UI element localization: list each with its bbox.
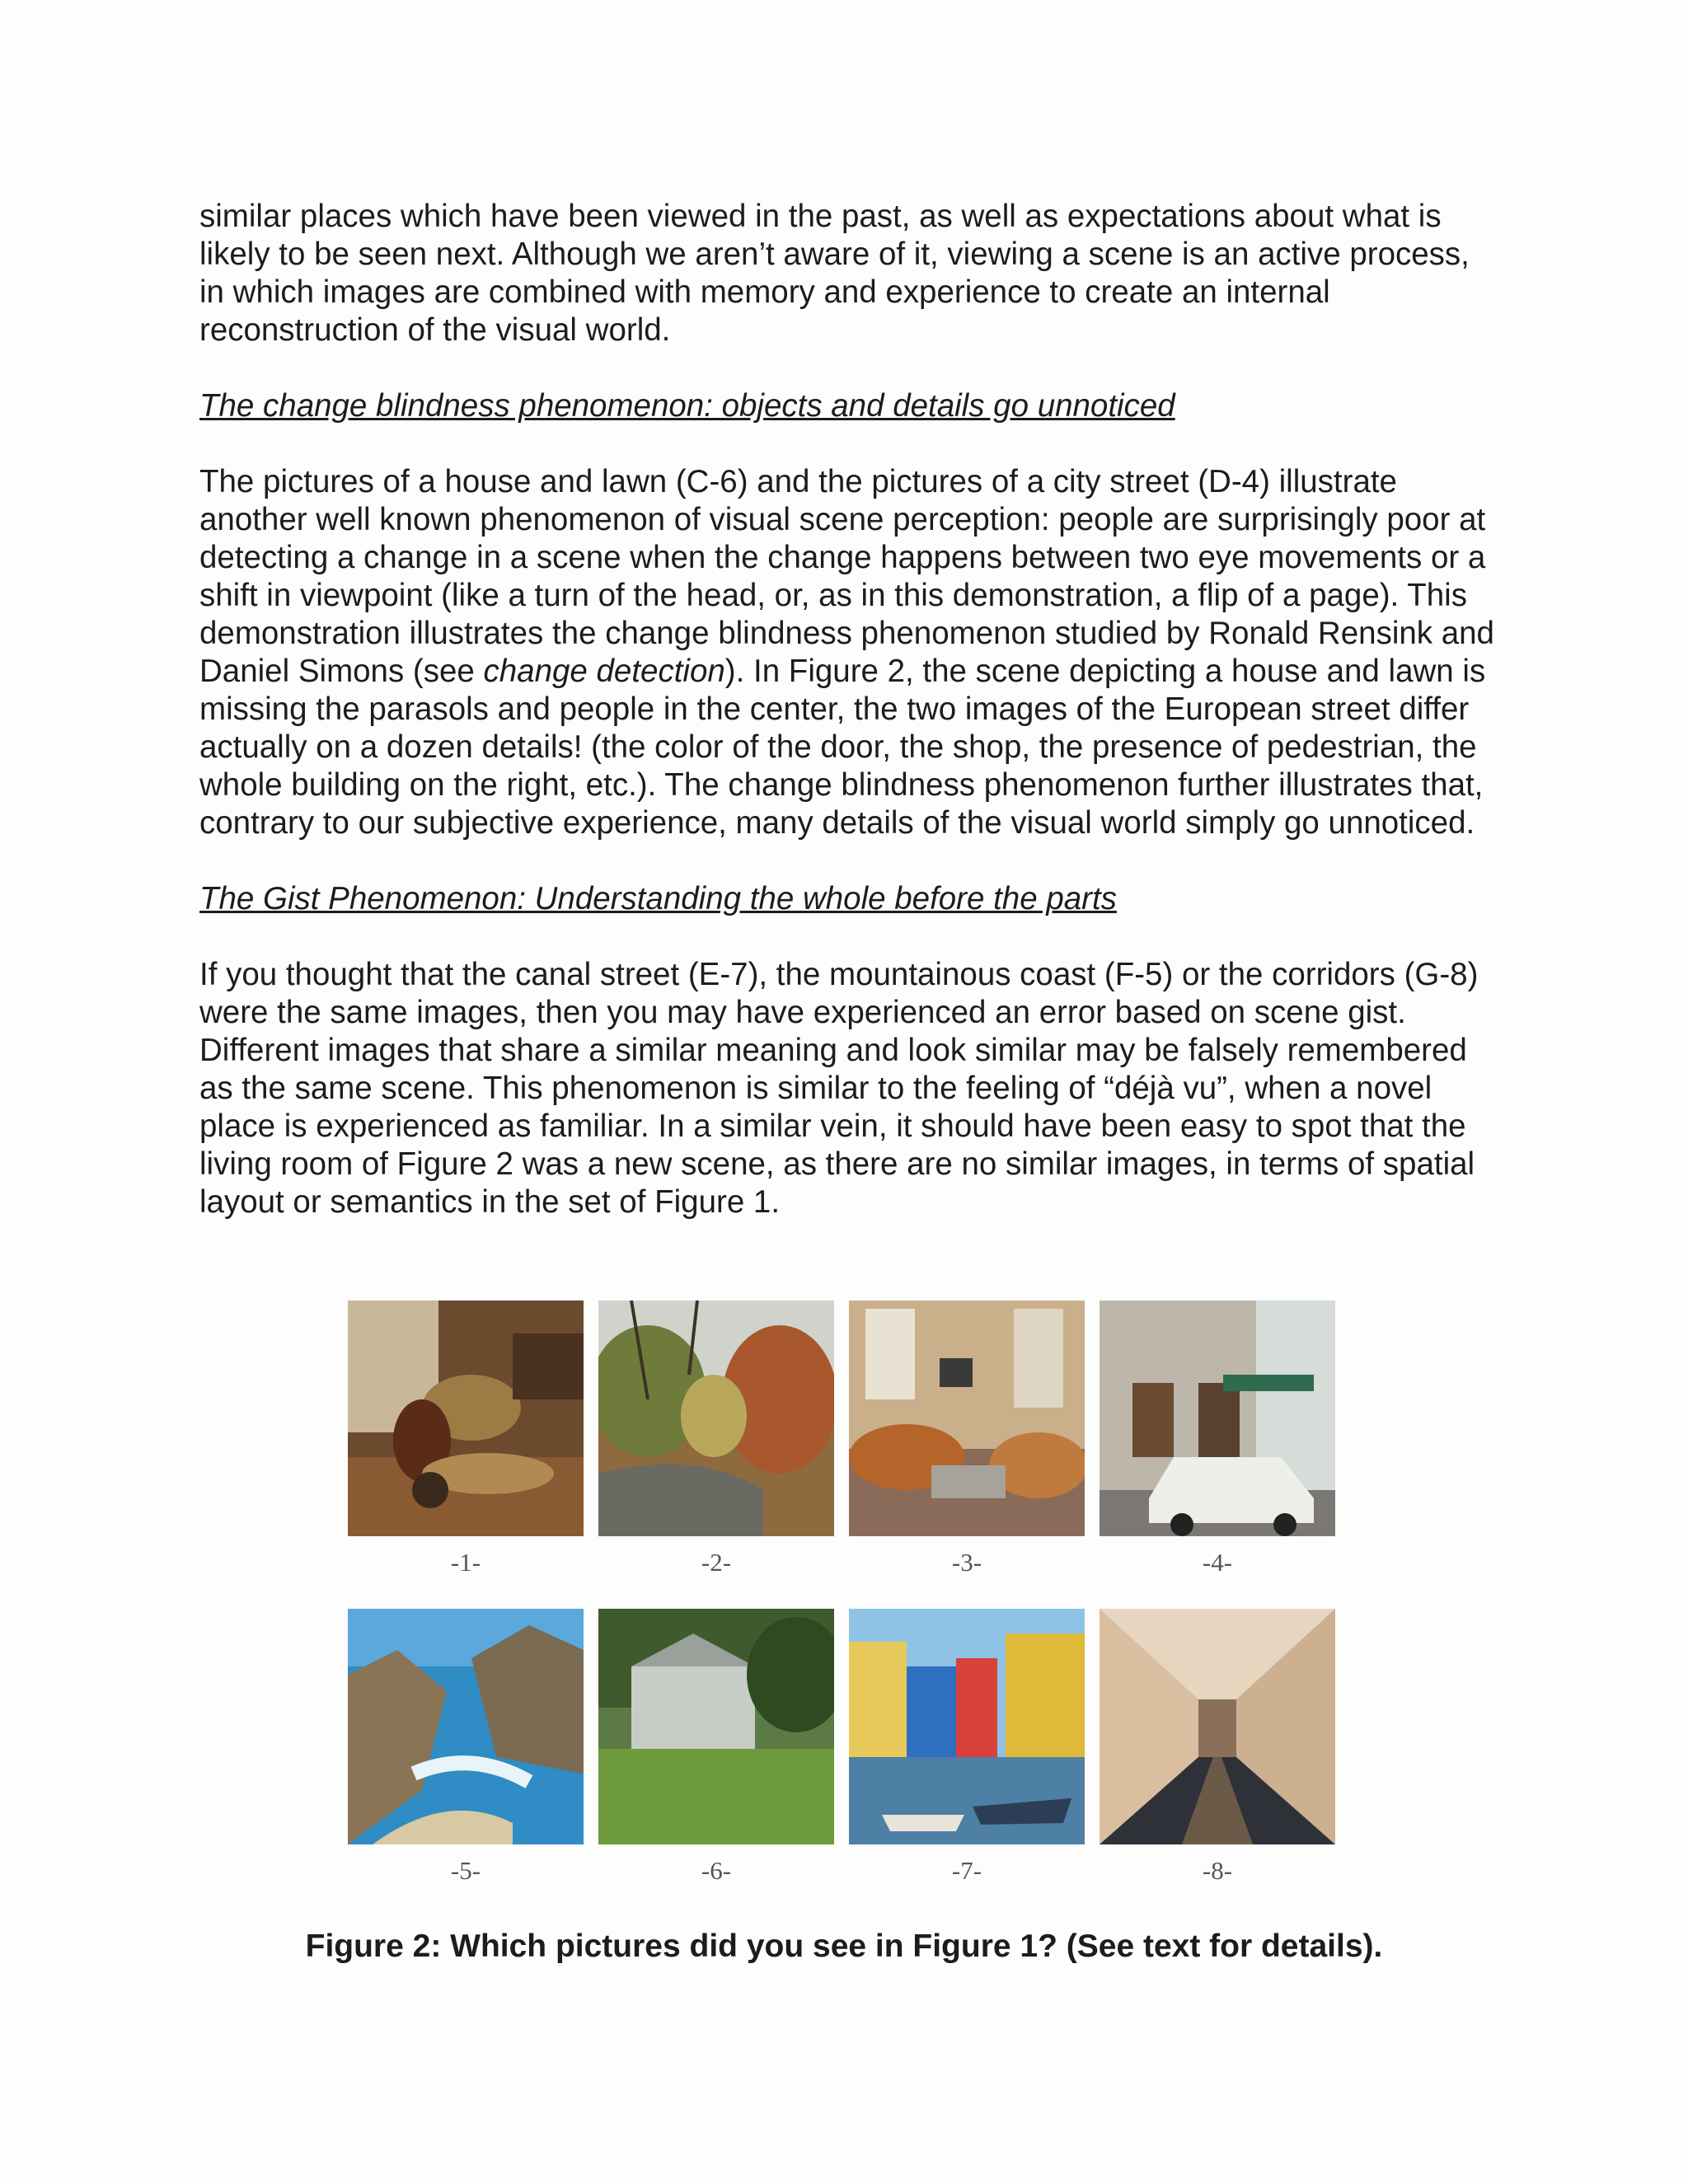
photo-park-pond	[598, 1301, 834, 1536]
photo-mountain-coast	[348, 1609, 584, 1844]
paragraph-text: The pictures of a house and lawn (C-6) and the pictures of a city street (D-4) illustrate another well known phenomenon of visual scene perception: people are surprisingly poor at detecting a change in a scene when the change happens between two eye movements or a shift in viewpoint (like a turn of the head, or, as in this demonstration, a flip of a page). This demonstration illustrates the change blindness phenomenon studied by Ronald Rensink and Daniel Simons (see	[199, 464, 1494, 689]
paragraph-gist: If you thought that the canal street (E-7), the mountainous coast (F-5) or the corridors (G-8) were the same images, then you may have experienced an error based on scene gist. Different images that share a similar meaning and look similar may be falsely remembered as the same scene. This phenomenon is similar to the feeling of “déjà vu”, when a novel place is experienced as familiar. In a similar vein, it should have been easy to spot that the living room of Figure 2 was a new scene, as there are no similar images, in terms of spatial layout or semantics in the set of Figure 1.	[199, 957, 1479, 1220]
figure-2-image-grid	[348, 1301, 1337, 1894]
photo-label: -1-	[450, 1548, 481, 1577]
photo-label: -4-	[1202, 1548, 1233, 1577]
document-body	[199, 198, 1502, 1221]
section-heading-change-blindness: The change blindness phenomenon: objects and details go unnoticed	[199, 388, 1175, 424]
paragraph-change-blindness	[199, 463, 1502, 842]
paragraph-intro: similar places which have been viewed in the past, as well as expectations about what is likely to be seen next. Although we aren’t aware of it, viewing a scene is an active process, in which images are combined with memory and experience to create an internal reconstruction of the visual world.	[199, 199, 1470, 348]
paragraph-text: ). In Figure 2, the scene depicting a house and lawn is missing the parasols and people in the center, the two images of the European street differ actually on a dozen details! (the color of the door, the shop, the presence of pedestrian, the whole building on the right, etc.). The change blindness phenomenon further illustrates that, contrary to our subjective experience, many details of the visual world simply go unnoticed.	[199, 654, 1486, 841]
photo-still-life	[348, 1301, 584, 1536]
photo-label: -3-	[951, 1548, 982, 1577]
photo-label: -8-	[1202, 1856, 1233, 1885]
emphasis-change-detection: change detection	[483, 654, 725, 689]
figure-caption: Figure 2: Which pictures did you see in Figure 1? (See text for details).	[305, 1929, 1383, 1964]
photo-label: -7-	[951, 1856, 982, 1885]
photo-house-lawn	[598, 1609, 834, 1844]
photo-city-street	[1100, 1301, 1335, 1536]
photo-hotel-corridor	[1100, 1609, 1335, 1844]
photo-canal-street	[849, 1609, 1085, 1844]
photo-label: -2-	[701, 1548, 732, 1577]
photo-label: -6-	[701, 1856, 732, 1885]
photo-living-room	[849, 1301, 1085, 1536]
section-heading-gist: The Gist Phenomenon: Understanding the whole before the parts	[199, 881, 1117, 916]
photo-label: -5-	[450, 1856, 481, 1885]
